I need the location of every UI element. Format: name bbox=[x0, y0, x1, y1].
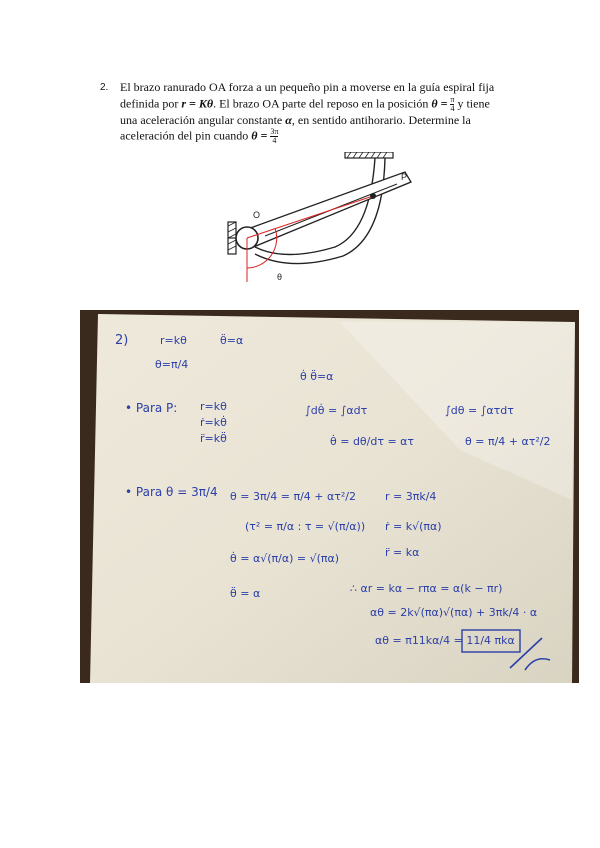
problem-text bbox=[120, 80, 510, 145]
hw-line: θ̈=α bbox=[220, 334, 244, 347]
handwriting-canvas bbox=[80, 310, 579, 683]
problem-line-2c: y tiene bbox=[457, 95, 490, 110]
hw-line: θ̇ = α√(π/α) = √(πα) bbox=[230, 552, 340, 565]
fraction-3pi-over-4: $\frac{3\pi}{4}$ bbox=[270, 127, 279, 145]
hw-line: r = 3πk/4 bbox=[385, 490, 437, 503]
theta-equation-2: θ = bbox=[251, 128, 268, 143]
slotted-arm bbox=[245, 172, 411, 248]
label-o: O bbox=[253, 210, 261, 220]
hw-line: ṙ = k√(πα) bbox=[385, 520, 442, 533]
hw-line: r=kθ bbox=[160, 334, 187, 347]
ceiling-support bbox=[345, 152, 393, 158]
problem-line-1: El brazo ranurado OA forza a un pequeño pin a moverse en la guía espiral fija bbox=[120, 80, 495, 94]
handwritten-solution-photo bbox=[80, 310, 579, 683]
hw-line: αθ = 2k√(πα)√(πα) + 3πk/4 · α bbox=[370, 606, 538, 619]
hw-line: • Para θ = 3π/4 bbox=[125, 485, 218, 499]
problem-line-2a: definida por bbox=[120, 95, 182, 110]
problem-line-2b: . El brazo OA parte del reposo en la posición bbox=[213, 95, 432, 110]
hw-line: θ = 3π/4 = π/4 + ατ²/2 bbox=[230, 490, 357, 503]
problem-line-4a: aceleración del pin cuando bbox=[120, 128, 252, 143]
hw-line: θ̈ = α bbox=[230, 587, 261, 600]
hw-line: • Para P: bbox=[125, 401, 178, 415]
problem-line-3b: , en sentido antihorario. Determine la bbox=[291, 112, 471, 127]
fraction-pi-over-4: $\frac{\pi}{4}$ bbox=[450, 94, 455, 113]
mechanism-figure bbox=[225, 152, 425, 287]
hw-line: ∫dθ = ∫ατdτ bbox=[445, 404, 514, 417]
hw-line: αθ = π11kα/4 = 11/4 πkα bbox=[375, 634, 515, 647]
problem-line-3a: una aceleración angular constante bbox=[120, 112, 286, 127]
label-p: P bbox=[401, 172, 408, 182]
label-theta: θ bbox=[277, 272, 283, 282]
hw-line: θ = π/4 + ατ²/2 bbox=[465, 435, 551, 448]
theta-equation: θ = bbox=[431, 95, 448, 110]
hw-problem-number: 2) bbox=[115, 333, 129, 348]
hw-line: θ=π/4 bbox=[155, 358, 189, 371]
hw-line: ∴ αr = kα − rπα = α(k − πr) bbox=[350, 582, 503, 595]
spiral-equation: r = Kθ bbox=[181, 95, 214, 110]
hw-line: θ̇ = dθ/dτ = ατ bbox=[330, 435, 415, 448]
hw-line: (τ² = π/α : τ = √(π/α)) bbox=[245, 520, 366, 533]
pin-p bbox=[370, 193, 376, 199]
hw-line: r̈ = kα bbox=[385, 546, 420, 559]
problem-number: 2. bbox=[100, 82, 109, 93]
hw-line: θ̇ θ̈=α bbox=[300, 370, 334, 383]
hw-line: ∫dθ̇ = ∫αdτ bbox=[305, 404, 368, 417]
hw-line: r=kθ bbox=[200, 400, 227, 413]
hw-line: ṙ=kθ̇ bbox=[200, 416, 227, 429]
alpha-symbol: α bbox=[285, 112, 292, 127]
hw-line: r̈=kθ̈ bbox=[200, 432, 227, 445]
